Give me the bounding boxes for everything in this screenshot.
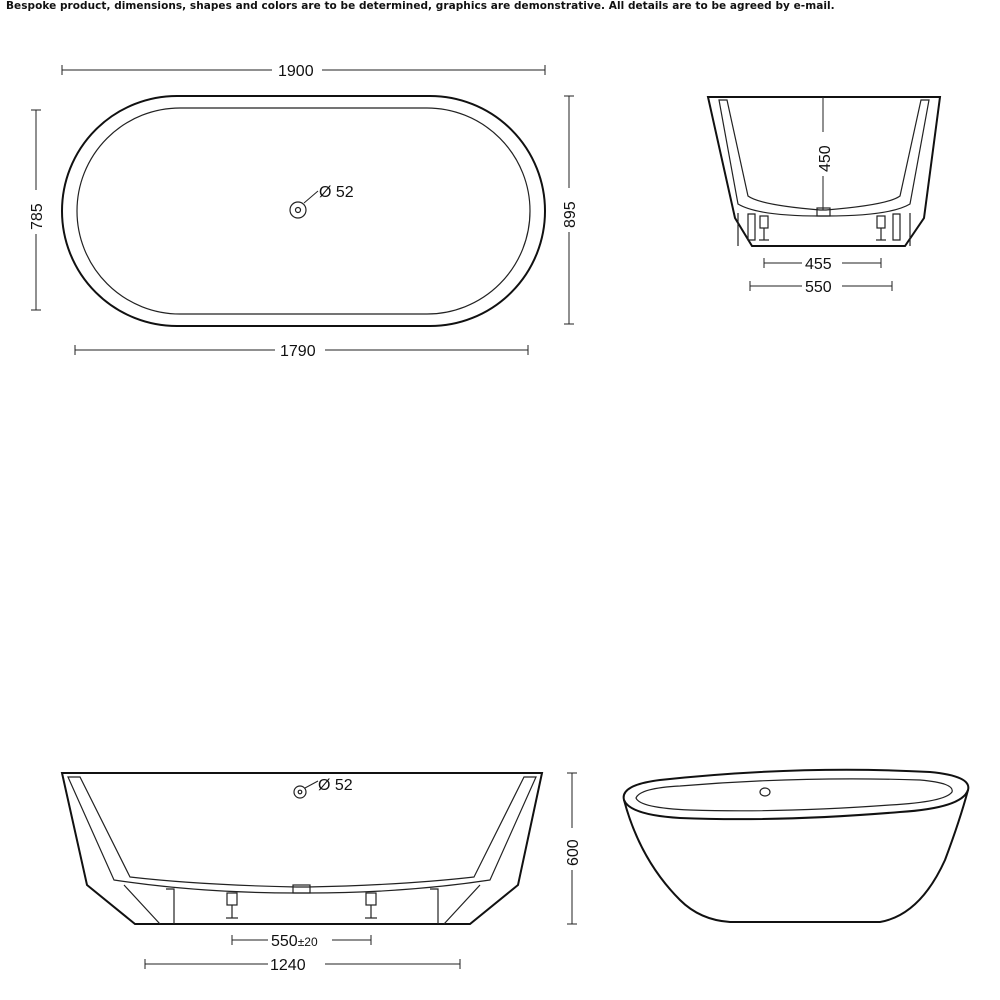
dim-side-feet-spacing: 550±20 <box>271 933 318 950</box>
tub-perspective-rim <box>624 770 969 819</box>
dim-overall-width: 895 <box>562 201 579 228</box>
side-shell-inner <box>68 777 536 893</box>
drain-icon <box>760 788 770 796</box>
dim-inner-length: 1790 <box>280 343 316 360</box>
top-drain-label: Ø 52 <box>319 184 354 201</box>
top-view <box>29 63 579 360</box>
dim-end-feet-spacing: 455 <box>805 256 832 273</box>
foot-icon <box>227 893 237 905</box>
side-shell-outer <box>62 773 542 924</box>
dim-side-base-length: 1240 <box>270 957 306 974</box>
disclaimer-text: Bespoke product, dimensions, shapes and colors are to be determined, graphics are demonstrative. All details are to be agreed by e-mail. <box>6 0 835 12</box>
foot-icon <box>366 893 376 905</box>
dim-overall-length: 1900 <box>278 63 314 80</box>
side-drain-label: Ø 52 <box>318 777 353 794</box>
dim-side-height: 600 <box>565 839 582 866</box>
foot-icon <box>760 216 768 228</box>
dim-inner-depth: 450 <box>817 145 834 172</box>
drain-icon <box>290 202 306 218</box>
dim-inner-width: 785 <box>29 203 46 230</box>
end-section-view <box>708 97 940 296</box>
tub-inner-outline <box>77 108 530 314</box>
tub-outer-outline <box>62 96 545 326</box>
dim-end-base-width: 550 <box>805 279 832 296</box>
perspective-view <box>624 770 969 922</box>
side-section-view <box>62 773 582 974</box>
foot-icon <box>877 216 885 228</box>
drain-icon <box>294 786 306 798</box>
